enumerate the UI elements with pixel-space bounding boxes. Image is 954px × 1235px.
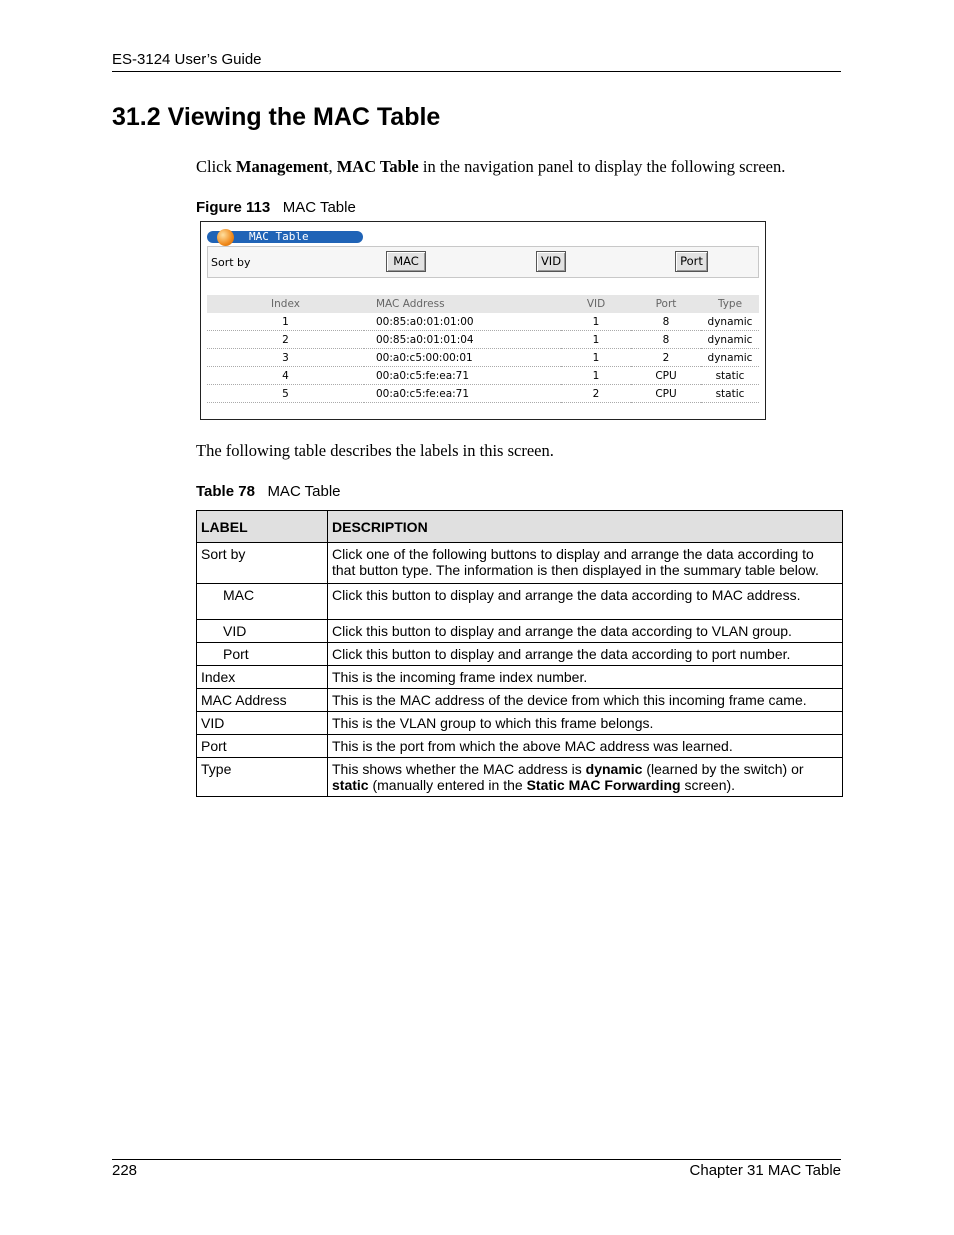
row-label: Type <box>197 758 328 797</box>
cell-vid: 1 <box>561 313 631 331</box>
table-row <box>197 584 843 620</box>
cell-port: 2 <box>631 349 701 367</box>
sort-by-label: Sort by <box>211 256 251 269</box>
cell-index: 4 <box>207 367 364 385</box>
row-description: Click this button to display and arrange the data according to MAC address. <box>328 584 843 620</box>
panel-title: MAC Table <box>249 230 309 243</box>
footer-rule <box>112 1159 841 1160</box>
cell-port: 8 <box>631 331 701 349</box>
cell-port: CPU <box>631 385 701 403</box>
col-mac-address: MAC Address <box>364 295 561 313</box>
cell-type: static <box>701 367 759 385</box>
sort-bar <box>207 246 759 278</box>
table-row <box>197 643 843 666</box>
cell-index: 3 <box>207 349 364 367</box>
row-label: Index <box>197 666 328 689</box>
table-row <box>197 620 843 643</box>
running-header: ES-3124 User’s Guide <box>112 51 262 68</box>
mac-table-header <box>207 295 759 313</box>
intro-paragraph: Click Management, MAC Table in the navigation panel to display the following screen. <box>196 157 786 176</box>
cell-index: 1 <box>207 313 364 331</box>
col-port: Port <box>631 295 701 313</box>
cell-mac: 00:a0:c5:fe:ea:71 <box>364 367 561 385</box>
cell-port: 8 <box>631 313 701 331</box>
table-row <box>197 735 843 758</box>
col-type: Type <box>701 295 759 313</box>
table-row <box>197 758 843 797</box>
cell-index: 5 <box>207 385 364 403</box>
table-row <box>207 313 759 331</box>
section-title: 31.2 Viewing the MAC Table <box>112 103 441 131</box>
table-row <box>197 666 843 689</box>
row-description: Click one of the following buttons to display and arrange the data according to that button type. The information is then displayed in the summary table below. <box>328 543 843 584</box>
row-description: This shows whether the MAC address is dynamic (learned by the switch) or static (manually entered in the Static MAC Forwarding screen). <box>328 758 843 797</box>
row-description: This is the incoming frame index number. <box>328 666 843 689</box>
cell-mac: 00:85:a0:01:01:04 <box>364 331 561 349</box>
col-vid: VID <box>561 295 631 313</box>
mac-summary-table <box>207 295 759 403</box>
table-row <box>197 689 843 712</box>
row-description: This is the port from which the above MAC address was learned. <box>328 735 843 758</box>
row-description: Click this button to display and arrange the data according to VLAN group. <box>328 620 843 643</box>
mac-table-screenshot <box>200 221 766 420</box>
table-row <box>197 543 843 584</box>
cell-mac: 00:a0:c5:00:00:01 <box>364 349 561 367</box>
cell-type: static <box>701 385 759 403</box>
sort-port-button[interactable]: Port <box>675 251 708 272</box>
cell-vid: 1 <box>561 349 631 367</box>
row-description: This is the VLAN group to which this frame belongs. <box>328 712 843 735</box>
cell-vid: 2 <box>561 385 631 403</box>
table-row <box>207 385 759 403</box>
row-label: Port <box>197 735 328 758</box>
page-number: 228 <box>112 1162 138 1179</box>
cell-mac: 00:85:a0:01:01:00 <box>364 313 561 331</box>
table-row <box>207 367 759 385</box>
cell-vid: 1 <box>561 367 631 385</box>
cell-index: 2 <box>207 331 364 349</box>
sort-vid-button[interactable]: VID <box>536 251 566 272</box>
cell-type: dynamic <box>701 313 759 331</box>
row-label: MAC Address <box>197 689 328 712</box>
header-label: LABEL <box>197 511 328 543</box>
table-row <box>207 349 759 367</box>
row-label: MAC <box>197 584 328 620</box>
figure-caption: Figure 113 MAC Table <box>196 199 356 216</box>
cell-type: dynamic <box>701 349 759 367</box>
following-paragraph: The following table describes the labels in this screen. <box>196 441 554 460</box>
cell-type: dynamic <box>701 331 759 349</box>
desc-table-header <box>197 511 843 543</box>
row-description: Click this button to display and arrange the data according to port number. <box>328 643 843 666</box>
row-label: Sort by <box>197 543 328 584</box>
row-label: Port <box>197 643 328 666</box>
header-rule <box>112 71 841 72</box>
sort-mac-button[interactable]: MAC <box>386 251 426 272</box>
header-description: DESCRIPTION <box>328 511 843 543</box>
cell-vid: 1 <box>561 331 631 349</box>
chapter-title: Chapter 31 MAC Table <box>689 1162 841 1179</box>
row-label: VID <box>197 620 328 643</box>
table-caption: Table 78 MAC Table <box>196 483 341 500</box>
cell-mac: 00:a0:c5:fe:ea:71 <box>364 385 561 403</box>
table-row <box>197 712 843 735</box>
row-description: This is the MAC address of the device from which this incoming frame came. <box>328 689 843 712</box>
label-description-table <box>196 510 843 797</box>
table-row <box>207 331 759 349</box>
row-label: VID <box>197 712 328 735</box>
orange-ball-icon <box>217 229 234 246</box>
cell-port: CPU <box>631 367 701 385</box>
col-index: Index <box>207 295 364 313</box>
